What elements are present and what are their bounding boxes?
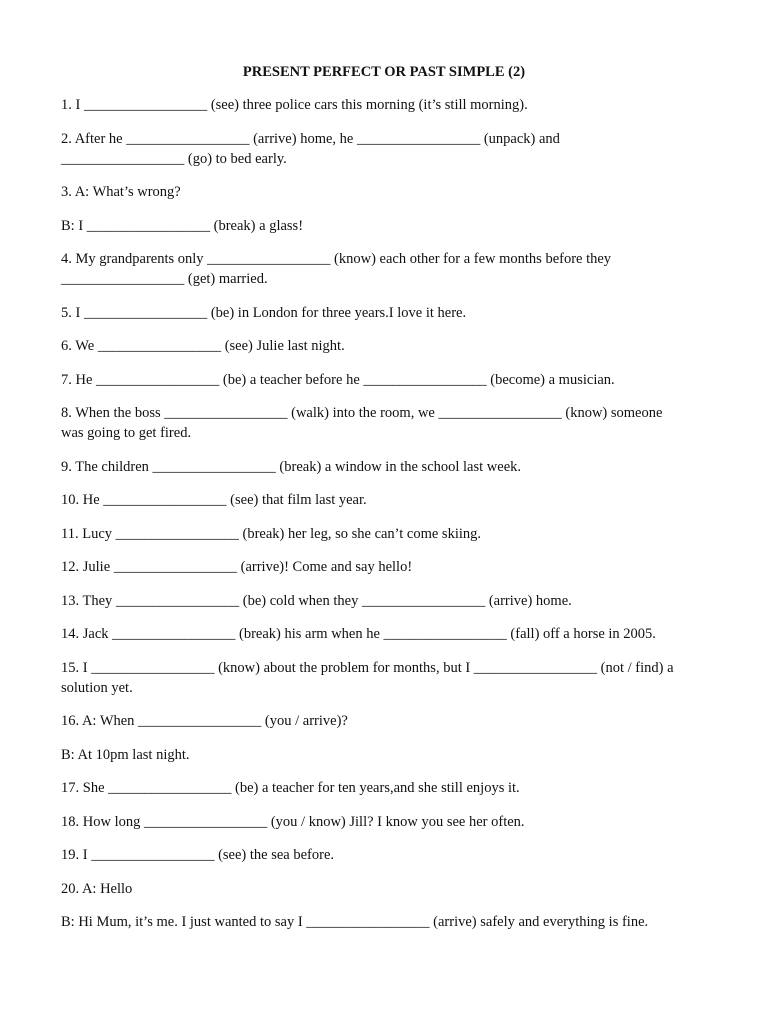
item-spacer	[61, 544, 711, 558]
item-spacer	[61, 698, 711, 712]
exercise-item	[61, 336, 711, 356]
exercise-item	[61, 370, 711, 390]
exercise-item	[61, 524, 711, 544]
exercise-line: was going to get fired.	[61, 425, 192, 441]
exercise-line: _________________ (go) to bed early.	[61, 150, 287, 167]
exercise-line: 2. After he _________________ (arrive) home, he _________________ (unpack) and	[61, 130, 560, 147]
exercise-line: 3. A: What’s wrong?	[61, 184, 181, 200]
exercise-item	[61, 711, 711, 731]
item-spacer	[61, 865, 711, 879]
exercise-item	[61, 912, 711, 932]
exercise-item	[61, 216, 711, 236]
item-spacer	[61, 798, 711, 812]
item-spacer	[61, 289, 711, 303]
exercise-item	[61, 745, 711, 765]
exercise-line: 19. I _________________ (see) the sea before.	[61, 847, 335, 863]
exercise-line: 5. I _________________ (be) in London for three years.I love it here.	[61, 304, 467, 321]
exercise-item	[61, 182, 711, 202]
item-spacer	[61, 323, 711, 337]
exercise-item	[61, 624, 711, 644]
exercise-item	[61, 879, 711, 899]
item-spacer	[61, 731, 711, 745]
exercise-line: 8. When the boss _________________ (walk) into the room, we _________________ (know) someone	[61, 405, 663, 421]
item-spacer	[61, 832, 711, 846]
item-spacer	[61, 765, 711, 779]
exercise-item	[61, 403, 711, 443]
exercise-item	[61, 845, 711, 865]
exercise-line: 18. How long _________________ (you / know) Jill? I know you see her often.	[61, 813, 525, 830]
item-spacer	[61, 390, 711, 404]
exercise-line: 9. The children _________________ (break) a window in the school last week.	[61, 458, 522, 475]
item-spacer	[61, 577, 711, 591]
item-spacer	[61, 115, 711, 129]
item-spacer	[61, 611, 711, 625]
exercise-line: B: At 10pm last night.	[61, 746, 190, 763]
item-spacer	[61, 899, 711, 913]
exercise-line: B: I _________________ (break) a glass!	[61, 217, 304, 234]
item-spacer	[61, 644, 711, 658]
item-spacer	[61, 202, 711, 216]
exercise-line: 11. Lucy _________________ (break) her leg, so she can’t come skiing.	[61, 525, 482, 542]
exercise-item	[61, 778, 711, 798]
exercise-item	[61, 457, 711, 477]
item-spacer	[61, 443, 711, 457]
exercise-line: 13. They _________________ (be) cold when they _________________ (arrive) home.	[61, 592, 572, 609]
page-title: PRESENT PERFECT OR PAST SIMPLE (2)	[242, 64, 526, 80]
exercise-line: _________________ (get) married.	[61, 271, 268, 287]
exercise-item	[61, 557, 711, 577]
exercise-item	[61, 591, 711, 611]
exercise-line: solution yet.	[61, 679, 133, 696]
exercise-line: 12. Julie _________________ (arrive)! Come and say hello!	[61, 559, 413, 575]
exercise-line: 4. My grandparents only _________________ (know) each other for a few months before they	[61, 251, 612, 267]
exercise-item	[61, 658, 711, 698]
exercise-item	[61, 812, 711, 832]
exercise-line: B: Hi Mum, it’s me. I just wanted to say I _________________ (arrive) safely and everything is fine.	[61, 914, 649, 930]
exercise-line: 6. We _________________ (see) Julie last night.	[61, 338, 345, 354]
item-spacer	[61, 236, 711, 250]
item-spacer	[61, 169, 711, 183]
exercise-line: 17. She _________________ (be) a teacher for ten years,and she still enjoys it.	[61, 780, 520, 796]
exercise-line: 7. He _________________ (be) a teacher before he _________________ (become) a musician.	[61, 371, 615, 388]
exercise-item	[61, 129, 711, 169]
exercise-line: 14. Jack _________________ (break) his arm when he _________________ (fall) off a horse in 2005.	[61, 626, 656, 642]
exercise-item	[61, 303, 711, 323]
item-spacer	[61, 356, 711, 370]
item-spacer	[61, 510, 711, 524]
exercise-line: 15. I _________________ (know) about the problem for months, but I _________________ (not / find) a	[61, 659, 674, 676]
exercise-line: 20. A: Hello	[61, 880, 133, 897]
exercise-item	[61, 95, 711, 115]
exercise-line: 16. A: When _________________ (you / arrive)?	[61, 713, 348, 729]
item-spacer	[61, 477, 711, 491]
exercise-item	[61, 490, 711, 510]
exercise-line: 1. I _________________ (see) three police cars this morning (it’s still morning).	[61, 97, 528, 113]
exercise-list	[61, 95, 711, 932]
exercise-item	[61, 249, 711, 289]
exercise-line: 10. He _________________ (see) that film last year.	[61, 492, 367, 508]
